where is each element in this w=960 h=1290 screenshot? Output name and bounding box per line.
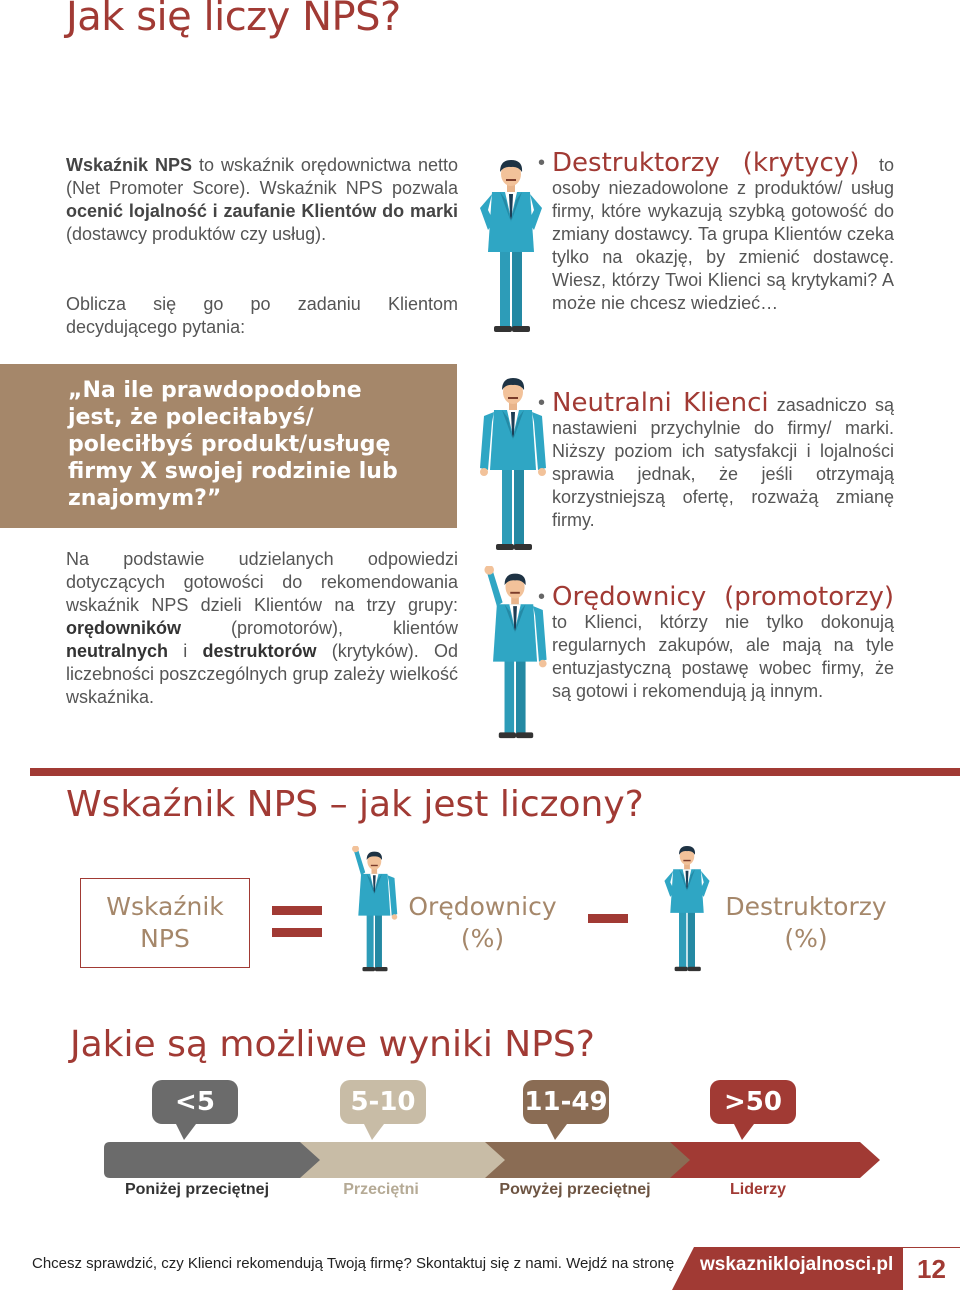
intro-bold-2: ocenić lojalność i zaufanie Klientów do marki [66,201,458,221]
scale-label-below-average: Poniżej przeciętnej [124,1181,270,1198]
detractor-person-icon [476,160,546,336]
scale-label-average: Przeciętni [343,1181,419,1198]
scale-label-above-average: Powyżej przeciętnej [499,1181,651,1198]
bullet-icon: • [538,586,546,608]
formula-term1-line2: (%) [460,924,505,953]
groups-bold-promoters: orędowników [66,618,182,638]
intro-text-1: to wskaźnik orędownictwa netto (Net Promoter Score). Wskaźnik NPS pozwala [66,155,458,198]
formula-heading: Wskaźnik NPS – jak jest liczony? [66,784,644,825]
footer-url-link[interactable]: wskazniklojalnosci.pl [700,1254,894,1275]
intro-bold-1: Wskaźnik NPS [66,155,193,175]
results-heading: Jakie są możliwe wyniki NPS? [70,1024,595,1065]
group-heading: Destruktorzy (krytycy) [552,148,860,178]
result-bubble-above-average: 11-49 [523,1080,609,1124]
group-neutral [538,388,894,532]
page-title: Jak się liczy NPS? [66,0,401,40]
page-number: 12 [903,1248,960,1290]
group-heading: Orędownicy (promotorzy) [552,582,894,612]
nps-question-quote: „Na ile prawdopodobne jest, że poleciłabyś/ poleciłbyś produkt/usługę firmy X swojej rodzinie lub znajomym?” [68,378,398,511]
groups-text-3: i [168,641,203,661]
promoter-person-icon [346,846,404,974]
groups-text-1: Na podstawie udzielanych odpowiedzi dotyczących gotowości do rekomendowania wskaźnik NPS dzieli Klientów na trzy grupy: [66,549,458,615]
formula-lhs-line1: Wskaźnik [106,892,224,921]
group-body: to Klienci, którzy nie tylko dokonują regularnych zakupów, ale mają na tyle entuzjastyczną postawę wobec firmy, że są gotowi i rekomendują ją innym. [552,612,894,701]
result-bubble-leaders: >50 [710,1080,796,1124]
formula-term2-line2: (%) [784,924,828,953]
detractor-person-icon [658,846,716,974]
intro-text-2: (dostawcy produktów czy usług). [66,224,327,244]
group-detractors [538,148,894,315]
group-heading: Neutralni Klienci [552,388,769,418]
equals-sign-top [272,906,322,915]
formula-lhs [80,891,250,955]
groups-paragraph [66,548,458,709]
groups-text-2: (promotorów), klientów [181,618,458,638]
nps-scale-arrow [100,1138,885,1182]
footer-text: Chcesz sprawdzić, czy Klienci rekomendują Twoją firmę? Skontaktuj się z nami. Wejdź na stronę [32,1255,675,1272]
formula-term-detractors [720,891,892,955]
group-body: to osoby niezadowolone z produktów/ usług firmy, które wykazują szybką gotowość do zmiany dostawcy. Ta grupa Klientów czeka tylko na okazję, by zmienić dostawcę. Wiesz, którzy Twoi Klienci są krytykami? A może nie chcesz wiedzieć… [552,155,894,313]
groups-text-4: (krytyków). Od liczebności poszczególnych grup zależy wielkość wskaźnika. [66,641,458,707]
result-bubble-below-average: <5 [152,1080,238,1124]
groups-bold-detractors: destruktorów [202,641,317,661]
equals-sign-bottom [272,928,322,937]
formula-term2-line1: Destruktorzy [725,892,887,921]
bullet-icon: • [538,392,546,414]
group-promoters [538,582,894,703]
group-body: zasadniczo są nastawieni przychylnie do firmy/ marki. Niższy poziom ich satysfakcji i lojalności sprawia jednak, że jeśli otrzymają korzystniejszą ofertę, rozważą zmianę firmy. [552,395,894,530]
formula-term-promoters [400,891,565,955]
intro-paragraph [66,154,458,246]
intro-paragraph-2: Oblicza się go po zadaniu Klientom decydującego pytania: [66,294,458,337]
formula-term1-line1: Orędownicy [408,892,557,921]
groups-bold-neutral: neutralnych [66,641,169,661]
result-bubble-average: 5-10 [340,1080,426,1124]
formula-lhs-line2: NPS [140,924,190,953]
scale-label-leaders: Liderzy [729,1181,786,1198]
minus-sign [588,914,628,923]
bullet-icon: • [538,152,546,174]
section-divider [30,768,960,776]
